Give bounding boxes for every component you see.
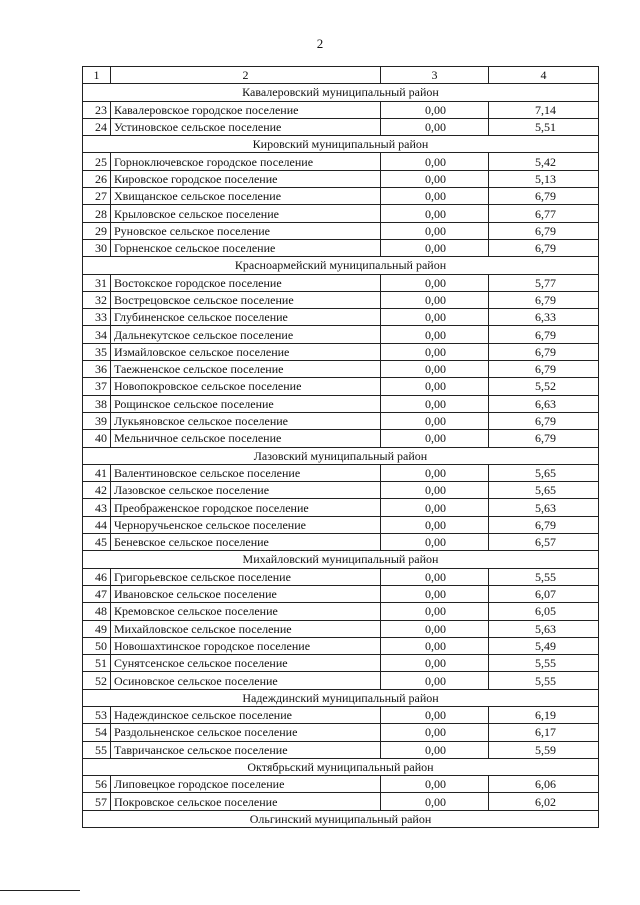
value-column-4: 5,63: [489, 620, 599, 637]
district-name: Ольгинский муниципальный район: [83, 810, 599, 827]
value-column-4: 6,79: [489, 239, 599, 256]
value-column-3: 0,00: [381, 672, 489, 689]
value-column-4: 6,79: [489, 291, 599, 308]
district-row: [83, 551, 599, 568]
table-row: [83, 706, 599, 723]
settlement-name: Горноключевское городское поселение: [111, 153, 381, 170]
value-column-3: 0,00: [381, 170, 489, 187]
row-number: 25: [83, 153, 111, 170]
value-column-4: 6,63: [489, 395, 599, 412]
settlement-name: Измайловское сельское поселение: [111, 343, 381, 360]
settlement-name: Глубиненское сельское поселение: [111, 309, 381, 326]
value-column-3: 0,00: [381, 118, 489, 135]
settlement-name: Устиновское сельское поселение: [111, 118, 381, 135]
settlement-name: Дальнекутское сельское поселение: [111, 326, 381, 343]
value-column-4: 6,06: [489, 776, 599, 793]
table-row: [83, 274, 599, 291]
value-column-3: 0,00: [381, 516, 489, 533]
value-column-4: 6,57: [489, 534, 599, 551]
district-name: Красноармейский муниципальный район: [83, 257, 599, 274]
table-row: [83, 153, 599, 170]
value-column-3: 0,00: [381, 395, 489, 412]
table-row: [83, 793, 599, 810]
value-column-3: 0,00: [381, 309, 489, 326]
value-column-3: 0,00: [381, 568, 489, 585]
table-row: [83, 724, 599, 741]
value-column-3: 0,00: [381, 205, 489, 222]
value-column-3: 0,00: [381, 326, 489, 343]
row-number: 50: [83, 637, 111, 654]
value-column-4: 6,33: [489, 309, 599, 326]
table-row: [83, 343, 599, 360]
row-number: 24: [83, 118, 111, 135]
table-row: [83, 655, 599, 672]
row-number: 27: [83, 188, 111, 205]
value-column-4: 5,49: [489, 637, 599, 654]
district-row: [83, 758, 599, 775]
settlement-name: Кремовское сельское поселение: [111, 603, 381, 620]
table-row: [83, 568, 599, 585]
row-number: 57: [83, 793, 111, 810]
row-number: 55: [83, 741, 111, 758]
table-row: [83, 188, 599, 205]
district-row: [83, 136, 599, 153]
table-row: [83, 395, 599, 412]
value-column-3: 0,00: [381, 101, 489, 118]
row-number: 51: [83, 655, 111, 672]
table-row: [83, 430, 599, 447]
settlement-name: Новопокровское сельское поселение: [111, 378, 381, 395]
district-row: [83, 84, 599, 101]
settlement-name: Горненское сельское поселение: [111, 239, 381, 256]
settlement-name: Липовецкое городское поселение: [111, 776, 381, 793]
value-column-4: 5,63: [489, 499, 599, 516]
table-row: [83, 170, 599, 187]
table-row: [83, 361, 599, 378]
table-row: [83, 378, 599, 395]
value-column-3: 0,00: [381, 153, 489, 170]
row-number: 52: [83, 672, 111, 689]
column-header: 2: [111, 67, 381, 84]
table-row: [83, 291, 599, 308]
table-row: [83, 482, 599, 499]
value-column-4: 6,05: [489, 603, 599, 620]
settlement-name: Руновское сельское поселение: [111, 222, 381, 239]
district-row: [83, 257, 599, 274]
settlement-name: Рощинское сельское поселение: [111, 395, 381, 412]
row-number: 45: [83, 534, 111, 551]
column-header-row: [83, 67, 599, 84]
settlement-name: Ивановское сельское поселение: [111, 585, 381, 602]
value-column-3: 0,00: [381, 585, 489, 602]
row-number: 34: [83, 326, 111, 343]
value-column-4: 5,59: [489, 741, 599, 758]
settlement-name: Сунятсенское сельское поселение: [111, 655, 381, 672]
value-column-4: 6,79: [489, 430, 599, 447]
value-column-3: 0,00: [381, 239, 489, 256]
settlement-name: Михайловское сельское поселение: [111, 620, 381, 637]
value-column-3: 0,00: [381, 741, 489, 758]
value-column-4: 5,55: [489, 672, 599, 689]
row-number: 37: [83, 378, 111, 395]
row-number: 48: [83, 603, 111, 620]
table-row: [83, 118, 599, 135]
value-column-3: 0,00: [381, 412, 489, 429]
table-row: [83, 412, 599, 429]
table-row: [83, 326, 599, 343]
value-column-3: 0,00: [381, 499, 489, 516]
settlement-name: Раздольненское сельское поселение: [111, 724, 381, 741]
row-number: 28: [83, 205, 111, 222]
row-number: 39: [83, 412, 111, 429]
table-row: [83, 205, 599, 222]
column-header: 4: [489, 67, 599, 84]
settlement-name: Крыловское сельское поселение: [111, 205, 381, 222]
row-number: 36: [83, 361, 111, 378]
district-row: [83, 689, 599, 706]
settlement-name: Хвищанское сельское поселение: [111, 188, 381, 205]
value-column-3: 0,00: [381, 222, 489, 239]
district-name: Лазовский муниципальный район: [83, 447, 599, 464]
settlement-name: Востокское городское поселение: [111, 274, 381, 291]
value-column-4: 6,02: [489, 793, 599, 810]
settlement-name: Покровское сельское поселение: [111, 793, 381, 810]
district-name: Кавалеровский муниципальный район: [83, 84, 599, 101]
value-column-4: 6,19: [489, 706, 599, 723]
value-column-4: 6,77: [489, 205, 599, 222]
row-number: 44: [83, 516, 111, 533]
page-number: 2: [316, 36, 324, 51]
settlement-name: Черноручьенское сельское поселение: [111, 516, 381, 533]
settlement-name: Тавричанское сельское поселение: [111, 741, 381, 758]
value-column-3: 0,00: [381, 603, 489, 620]
value-column-3: 0,00: [381, 724, 489, 741]
settlement-name: Григорьевское сельское поселение: [111, 568, 381, 585]
value-column-4: 6,79: [489, 326, 599, 343]
value-column-3: 0,00: [381, 637, 489, 654]
settlement-name: Беневское сельское поселение: [111, 534, 381, 551]
value-column-4: 5,55: [489, 568, 599, 585]
district-row: [83, 447, 599, 464]
value-column-3: 0,00: [381, 361, 489, 378]
settlement-name: Преображенское городское поселение: [111, 499, 381, 516]
value-column-4: 5,65: [489, 482, 599, 499]
row-number: 29: [83, 222, 111, 239]
row-number: 42: [83, 482, 111, 499]
row-number: 53: [83, 706, 111, 723]
value-column-3: 0,00: [381, 776, 489, 793]
row-number: 46: [83, 568, 111, 585]
table-row: [83, 534, 599, 551]
value-column-4: 6,79: [489, 222, 599, 239]
footnote-divider: [0, 890, 80, 891]
row-number: 40: [83, 430, 111, 447]
value-column-3: 0,00: [381, 378, 489, 395]
value-column-3: 0,00: [381, 430, 489, 447]
row-number: 41: [83, 464, 111, 481]
row-number: 23: [83, 101, 111, 118]
settlement-name: Лазовское сельское поселение: [111, 482, 381, 499]
value-column-3: 0,00: [381, 291, 489, 308]
table-row: [83, 516, 599, 533]
value-column-3: 0,00: [381, 482, 489, 499]
table-row: [83, 309, 599, 326]
table-row: [83, 741, 599, 758]
row-number: 38: [83, 395, 111, 412]
value-column-4: 6,79: [489, 516, 599, 533]
value-column-4: 5,13: [489, 170, 599, 187]
table-row: [83, 637, 599, 654]
row-number: 54: [83, 724, 111, 741]
value-column-3: 0,00: [381, 706, 489, 723]
row-number: 35: [83, 343, 111, 360]
table-row: [83, 101, 599, 118]
value-column-4: 7,14: [489, 101, 599, 118]
row-number: 33: [83, 309, 111, 326]
table-row: [83, 672, 599, 689]
value-column-4: 5,65: [489, 464, 599, 481]
value-column-3: 0,00: [381, 188, 489, 205]
value-column-4: 6,79: [489, 412, 599, 429]
table-row: [83, 499, 599, 516]
settlement-name: Надеждинское сельское поселение: [111, 706, 381, 723]
row-number: 49: [83, 620, 111, 637]
table-row: [83, 222, 599, 239]
district-name: Надеждинский муниципальный район: [83, 689, 599, 706]
settlement-name: Осиновское сельское поселение: [111, 672, 381, 689]
district-name: Кировский муниципальный район: [83, 136, 599, 153]
district-name: Михайловский муниципальный район: [83, 551, 599, 568]
table-row: [83, 603, 599, 620]
settlement-name: Кировское городское поселение: [111, 170, 381, 187]
table-body: [83, 67, 599, 828]
settlement-name: Мельничное сельское поселение: [111, 430, 381, 447]
value-column-3: 0,00: [381, 274, 489, 291]
value-column-4: 6,17: [489, 724, 599, 741]
settlement-name: Валентиновское сельское поселение: [111, 464, 381, 481]
value-column-4: 6,79: [489, 361, 599, 378]
row-number: 43: [83, 499, 111, 516]
table-row: [83, 239, 599, 256]
district-row: [83, 810, 599, 827]
value-column-4: 5,42: [489, 153, 599, 170]
settlement-name: Кавалеровское городское поселение: [111, 101, 381, 118]
row-number: 47: [83, 585, 111, 602]
column-header: 1: [83, 67, 111, 84]
value-column-4: 5,55: [489, 655, 599, 672]
value-column-4: 6,07: [489, 585, 599, 602]
table-row: [83, 585, 599, 602]
value-column-4: 6,79: [489, 188, 599, 205]
row-number: 26: [83, 170, 111, 187]
row-number: 31: [83, 274, 111, 291]
value-column-3: 0,00: [381, 534, 489, 551]
row-number: 32: [83, 291, 111, 308]
column-header: 3: [381, 67, 489, 84]
value-column-3: 0,00: [381, 793, 489, 810]
settlement-name: Таежненское сельское поселение: [111, 361, 381, 378]
value-column-3: 0,00: [381, 620, 489, 637]
table-row: [83, 620, 599, 637]
table-row: [83, 464, 599, 481]
row-number: 30: [83, 239, 111, 256]
value-column-4: 6,79: [489, 343, 599, 360]
value-column-4: 5,51: [489, 118, 599, 135]
value-column-4: 5,52: [489, 378, 599, 395]
district-name: Октябрьский муниципальный район: [83, 758, 599, 775]
value-column-3: 0,00: [381, 655, 489, 672]
value-column-3: 0,00: [381, 343, 489, 360]
settlement-name: Лукьяновское сельское поселение: [111, 412, 381, 429]
value-column-3: 0,00: [381, 464, 489, 481]
settlement-name: Вострецовское сельское поселение: [111, 291, 381, 308]
value-column-4: 5,77: [489, 274, 599, 291]
data-table: [82, 66, 599, 828]
settlement-name: Новошахтинское городское поселение: [111, 637, 381, 654]
row-number: 56: [83, 776, 111, 793]
table-row: [83, 776, 599, 793]
